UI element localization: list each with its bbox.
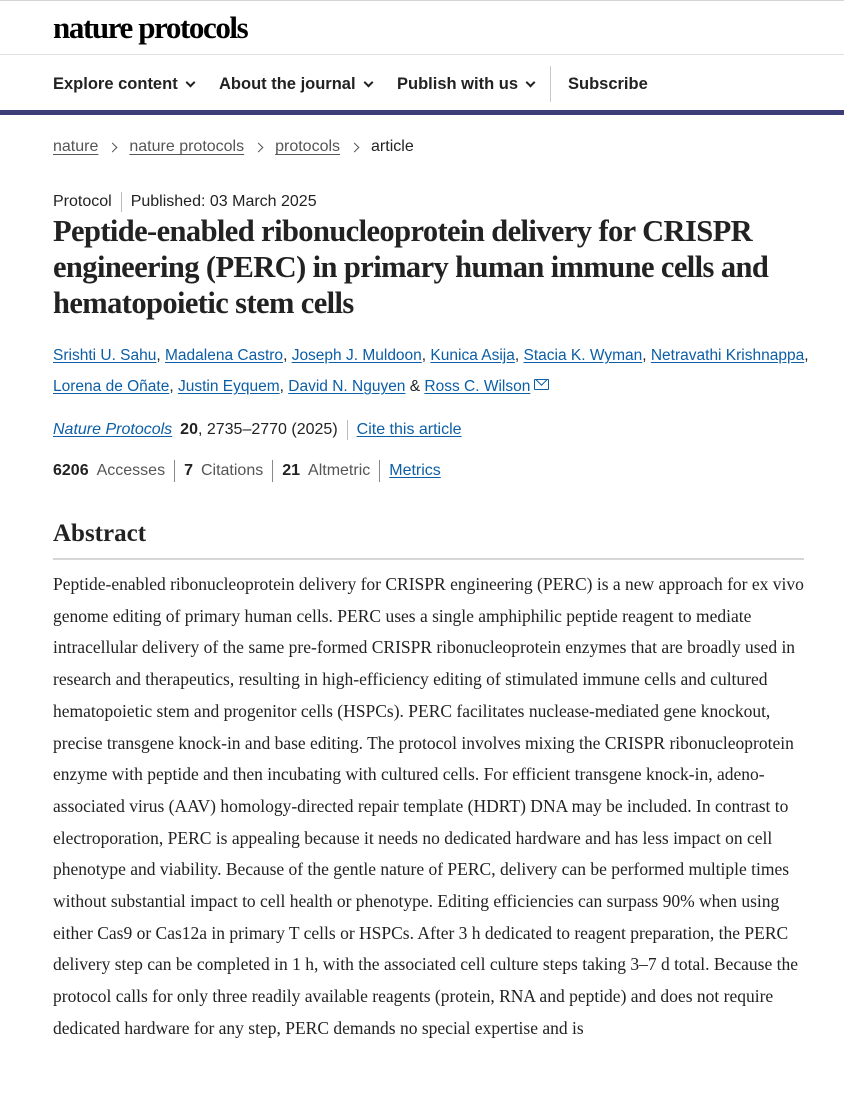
chevron-down-icon bbox=[526, 77, 536, 87]
header-accent-bar bbox=[0, 110, 844, 115]
chevron-down-icon bbox=[185, 77, 195, 87]
abstract-divider bbox=[53, 558, 804, 560]
metrics-divider bbox=[174, 460, 175, 482]
subscribe-link[interactable]: Subscribe bbox=[568, 75, 648, 93]
metrics-link[interactable]: Metrics bbox=[389, 462, 441, 479]
accesses-count: 6206 bbox=[53, 462, 89, 479]
nav-explore-content[interactable] bbox=[53, 74, 194, 94]
author-link[interactable]: Lorena de Oñate bbox=[53, 378, 170, 395]
meta-divider bbox=[121, 192, 122, 212]
metrics-divider bbox=[379, 460, 380, 482]
nav-publish-with-us-label: Publish with us bbox=[397, 75, 519, 93]
abstract-heading: Abstract bbox=[53, 520, 147, 547]
main-nav bbox=[0, 56, 844, 111]
nav-about-the-journal[interactable] bbox=[219, 74, 372, 94]
chevron-down-icon bbox=[363, 77, 373, 87]
nav-divider bbox=[550, 66, 551, 102]
article-title: Peptide-enabled ribonucleoprotein delivery for CRISPR engineering (PERC) in primary human immune cells and hematopoietic stem cells bbox=[53, 214, 769, 320]
breadcrumb bbox=[53, 136, 414, 158]
article-metrics bbox=[53, 460, 441, 482]
nav-explore-content-label: Explore content bbox=[53, 75, 178, 93]
nature-protocols-logo[interactable]: nature protocols bbox=[53, 10, 248, 45]
nav-publish-with-us[interactable] bbox=[397, 74, 534, 94]
author-link[interactable]: Ross C. Wilson bbox=[424, 378, 531, 395]
citation-line bbox=[53, 420, 462, 440]
author-link[interactable]: Stacia K. Wyman bbox=[523, 347, 643, 364]
author-separator: , bbox=[514, 347, 524, 364]
altmetric-count: 21 bbox=[282, 462, 301, 479]
author-separator: , bbox=[169, 378, 178, 395]
author-separator: , bbox=[421, 347, 431, 364]
cite-this-article-link[interactable]: Cite this article bbox=[356, 421, 462, 438]
altmetric-label: Altmetric bbox=[308, 462, 371, 479]
author-link[interactable]: Joseph J. Muldoon bbox=[291, 347, 422, 364]
citations-label: Citations bbox=[200, 462, 264, 479]
site-header bbox=[0, 1, 844, 55]
author-separator: , bbox=[804, 347, 809, 364]
author-link[interactable]: Srishti U. Sahu bbox=[53, 347, 157, 364]
author-link[interactable]: Netravathi Krishnappa bbox=[650, 347, 805, 364]
author-separator: , bbox=[283, 347, 292, 364]
mail-icon[interactable] bbox=[534, 379, 549, 390]
accesses-label: Accesses bbox=[96, 462, 166, 479]
volume: 20 bbox=[180, 421, 198, 438]
author-link[interactable]: Kunica Asija bbox=[430, 347, 515, 364]
author-separator: , bbox=[642, 347, 651, 364]
breadcrumb-protocols[interactable]: protocols bbox=[275, 138, 341, 155]
abstract-text: Peptide-enabled ribonucleoprotein delivery for CRISPR engineering (PERC) is a new approach for ex vivo genome editing of primary human cells. PERC uses a single amphiphilic peptide reagent to mediate intracellular delivery of the same pre-formed CRISPR ribonucleoprotein enzymes that are broadly used in research and therapeutics, resulting in high-efficiency editing of stimulated immune cells and cultured hematopoietic stem and progenitor cells (HSPCs). PERC facilitates nuclease-mediated gene knockout, precise transgene knock-in and base editing. The protocol involves mixing the CRISPR ribonucleoprotein enzyme with peptide and then incubating with cultured cells. For efficient transgene knock-in, adeno-associated virus (AAV) homology-directed repair template (HDRT) DNA may be included. In contrast to electroporation, PERC is appealing because it needs no dedicated hardware and has less impact on cell phenotype and viability. Because of the gentle nature of PERC, delivery can be performed multiple times without substantial impact to cell health or phenotype. Editing efficiencies can surpass 90% when using either Cas9 or Cas12a in primary T cells or HSPCs. After 3 h dedicated to reagent preparation, the PERC delivery step can be completed in 1 h, with the associated cell culture steps taking 3–7 d total. Because the protocol calls for only three readily available reagents (protein, RNA and peptide) and does not require dedicated hardware for any step, PERC demands no special expertise and is bbox=[53, 574, 804, 1038]
chevron-right-icon bbox=[254, 142, 264, 152]
author-link[interactable]: Madalena Castro bbox=[165, 347, 284, 364]
article-type: Protocol bbox=[53, 193, 112, 210]
author-separator: , bbox=[279, 378, 289, 395]
pages-year: , 2735–2770 (2025) bbox=[197, 421, 338, 438]
published-date: Published: 03 March 2025 bbox=[130, 193, 317, 210]
author-separator: , bbox=[156, 347, 166, 364]
breadcrumb-current: article bbox=[371, 138, 414, 155]
nav-about-the-journal-label: About the journal bbox=[219, 75, 356, 93]
author-link[interactable]: David N. Nguyen bbox=[288, 378, 406, 395]
citations-count: 7 bbox=[184, 462, 193, 479]
article-meta bbox=[53, 192, 317, 212]
journal-link[interactable]: Nature Protocols bbox=[53, 421, 173, 438]
author-list bbox=[53, 340, 813, 402]
author-link[interactable]: Justin Eyquem bbox=[177, 378, 280, 395]
metrics-divider bbox=[272, 460, 273, 482]
author-separator: & bbox=[405, 378, 425, 395]
chevron-right-icon bbox=[350, 142, 360, 152]
breadcrumb-nature-protocols[interactable]: nature protocols bbox=[129, 138, 245, 155]
citation-divider bbox=[347, 420, 348, 440]
chevron-right-icon bbox=[108, 142, 118, 152]
breadcrumb-nature[interactable]: nature bbox=[53, 138, 99, 155]
